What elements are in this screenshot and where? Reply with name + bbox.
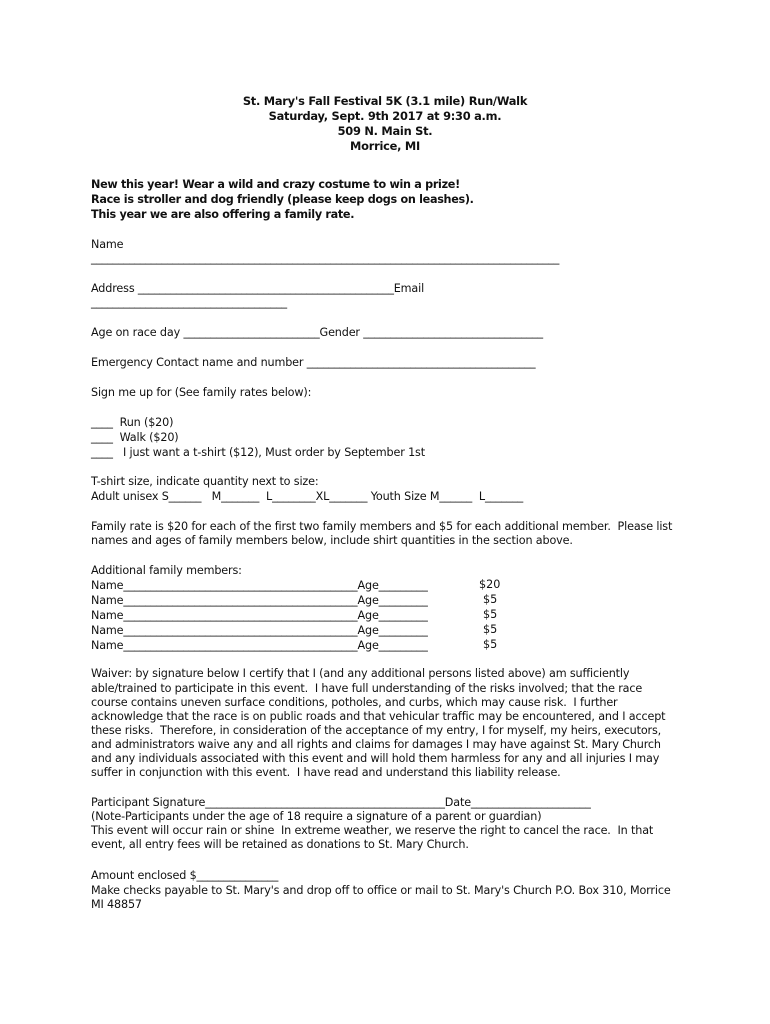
family-member-amount: $5 <box>483 623 498 636</box>
family-member-row[interactable]: Name___________________________________________Age_________ <box>91 639 428 652</box>
address-email-field-line[interactable]: Address _______________________________________________Email <box>91 282 425 295</box>
family-member-row[interactable]: Name___________________________________________Age_________ <box>91 624 428 637</box>
name-field-line[interactable]: ______________________________________________________________________________________ <box>91 252 560 265</box>
guardian-note: (Note-Participants under the age of 18 require a signature of a parent or guardian) <box>91 810 542 823</box>
waiver-line: and any individuals associated with this event and will hold them harmless for any and all injuries I may <box>91 752 660 765</box>
waiver-line: able/trained to participate in this event. I have full understanding of the risks involved; that the race <box>91 682 643 695</box>
event-date: Saturday, Sept. 9th 2017 at 9:30 a.m. <box>268 109 502 123</box>
option-tshirt[interactable]: ____ I just want a t-shirt ($12), Must order by September 1st <box>91 446 425 459</box>
event-address: 509 N. Main St. <box>337 124 433 138</box>
waiver-line: suffer in conjunction with this event. I have read and understand this liability release. <box>91 766 561 779</box>
announcement-stroller: Race is stroller and dog friendly (please keep dogs on leashes). <box>91 193 474 206</box>
rain-or-shine-text-2: event, all entry fees will be retained as donations to St. Mary Church. <box>91 838 469 851</box>
family-member-amount: $5 <box>483 593 498 606</box>
signature-date-field-line[interactable]: Participant Signature____________________________________________Date______________________ <box>91 796 591 809</box>
event-title: St. Mary's Fall Festival 5K (3.1 mile) Run/Walk <box>242 94 528 108</box>
tshirt-size-label: T-shirt size, indicate quantity next to size: <box>91 475 319 488</box>
family-member-row[interactable]: Name___________________________________________Age_________ <box>91 579 428 592</box>
rain-or-shine-text-1: This event will occur rain or shine In extreme weather, we reserve the right to cancel the race. In that <box>91 824 654 837</box>
signup-label: Sign me up for (See family rates below): <box>91 386 312 399</box>
waiver-line: course contains uneven surface conditions, potholes, and curbs, which may cause risk. I further <box>91 696 618 709</box>
additional-members-label: Additional family members: <box>91 564 242 577</box>
checks-payable-text-1: Make checks payable to St. Mary's and drop off to office or mail to St. Mary's Church P.O. Box 310, Morrice <box>91 884 671 897</box>
amount-enclosed-field-line[interactable]: Amount enclosed $_______________ <box>91 869 279 882</box>
option-walk[interactable]: ____ Walk ($20) <box>91 431 179 444</box>
name-label: Name <box>91 238 124 251</box>
announcement-costume: New this year! Wear a wild and crazy costume to win a prize! <box>91 178 460 191</box>
tshirt-size-fields[interactable]: Adult unisex S______ M_______ L________XL_______ Youth Size M______ L_______ <box>91 490 524 503</box>
option-run[interactable]: ____ Run ($20) <box>91 416 174 429</box>
family-rate-text-1: Family rate is $20 for each of the first two family members and $5 for each additional member. Please list <box>91 520 673 533</box>
waiver-line: these risks. Therefore, in consideration of the acceptance of my entry, I for myself, my heirs, executors, <box>91 724 662 737</box>
email-field-line[interactable]: ____________________________________ <box>91 296 287 309</box>
family-member-row[interactable]: Name___________________________________________Age_________ <box>91 594 428 607</box>
family-member-amount: $5 <box>483 608 498 621</box>
event-city: Morrice, MI <box>350 139 420 153</box>
age-gender-field-line[interactable]: Age on race day _________________________Gender _________________________________ <box>91 326 543 339</box>
family-member-amount: $5 <box>483 638 498 651</box>
waiver-line: Waiver: by signature below I certify that I (and any additional persons listed above) am sufficiently <box>91 667 630 680</box>
family-member-amount: $20 <box>479 578 501 591</box>
family-rate-text-2: names and ages of family members below, include shirt quantities in the section above. <box>91 534 573 547</box>
emergency-contact-field-line[interactable]: Emergency Contact name and number __________________________________________ <box>91 356 536 369</box>
waiver-line: acknowledge that the race is on public roads and that vehicular traffic may be encountered, and I accept <box>91 710 666 723</box>
announcement-family-rate: This year we are also offering a family rate. <box>91 208 355 221</box>
family-member-row[interactable]: Name___________________________________________Age_________ <box>91 609 428 622</box>
checks-payable-text-2: MI 48857 <box>91 898 142 911</box>
waiver-line: and administrators waive any and all rights and claims for damages I may have against St. Mary Church <box>91 738 661 751</box>
